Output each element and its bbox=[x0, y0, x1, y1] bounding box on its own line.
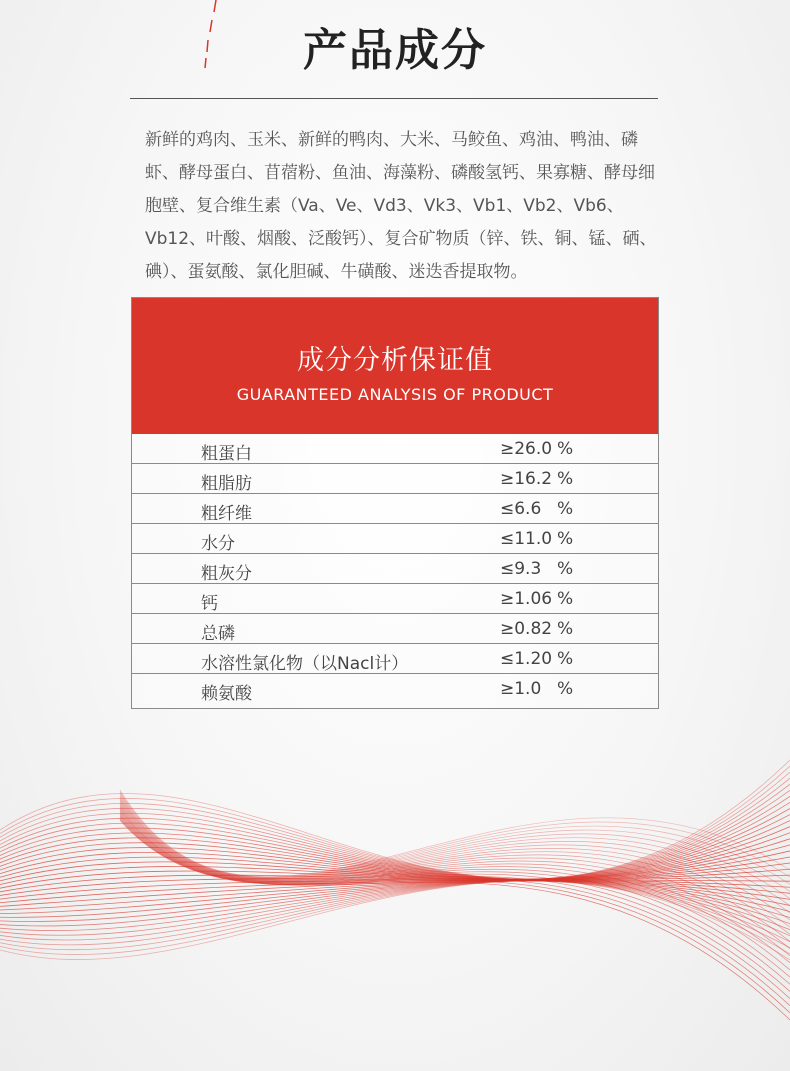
row-name: 钙 bbox=[201, 594, 218, 614]
row-name: 赖氨酸 bbox=[201, 684, 252, 704]
table-row bbox=[132, 464, 658, 494]
analysis-table bbox=[131, 297, 659, 709]
table-row bbox=[132, 434, 658, 464]
row-unit: % bbox=[557, 499, 574, 519]
row-unit: % bbox=[557, 619, 574, 639]
row-value: ≥1.06 bbox=[500, 589, 553, 609]
row-name: 粗蛋白 bbox=[201, 444, 252, 464]
row-name: 粗纤维 bbox=[201, 504, 252, 524]
row-unit: % bbox=[557, 679, 574, 699]
page-title: 产品成分 bbox=[303, 25, 487, 76]
row-unit: % bbox=[557, 589, 574, 609]
row-value: ≤6.6 bbox=[500, 499, 542, 519]
table-row bbox=[132, 644, 658, 674]
row-unit: % bbox=[557, 529, 574, 549]
table-row bbox=[132, 584, 658, 614]
row-name: 粗灰分 bbox=[201, 564, 252, 584]
row-name: 总磷 bbox=[201, 624, 235, 644]
table-row bbox=[132, 494, 658, 524]
row-value: ≤1.20 bbox=[500, 649, 553, 669]
decorative-wave-lines bbox=[0, 720, 790, 1071]
analysis-header bbox=[132, 298, 658, 434]
analysis-title-en: GUARANTEED ANALYSIS OF PRODUCT bbox=[236, 385, 554, 404]
row-unit: % bbox=[557, 439, 574, 459]
ingredients-text: 新鲜的鸡肉、玉米、新鲜的鸭肉、大米、马鲛鱼、鸡油、鸭油、磷虾、酵母蛋白、苜蓿粉、鱼油、海藻粉、磷酸氢钙、果寡糖、酵母细胞壁、复合维生素（Va、Ve、Vd3、Vk3、Vb1、Vb2、Vb6、Vb12、叶酸、烟酸、泛酸钙）、复合矿物质（锌、铁、铜、锰、硒、碘）、蛋氨酸、氯化胆碱、牛磺酸、迷迭香提取物。 bbox=[145, 130, 657, 282]
row-value: ≥26.0 bbox=[500, 439, 553, 459]
row-value: ≥16.2 bbox=[500, 469, 553, 489]
table-row bbox=[132, 674, 658, 703]
row-unit: % bbox=[557, 649, 574, 669]
row-unit: % bbox=[557, 469, 574, 489]
row-name: 粗脂肪 bbox=[201, 474, 252, 494]
table-row bbox=[132, 554, 658, 584]
row-name: 水溶性氯化物（以Nacl计） bbox=[201, 654, 409, 674]
row-value: ≥1.0 bbox=[500, 679, 542, 699]
table-row bbox=[132, 524, 658, 554]
title-divider bbox=[130, 98, 658, 99]
row-name: 水分 bbox=[201, 534, 235, 554]
analysis-title-cn: 成分分析保证值 bbox=[297, 345, 493, 376]
row-unit: % bbox=[557, 559, 574, 579]
row-value: ≤9.3 bbox=[500, 559, 542, 579]
row-value: ≥0.82 bbox=[500, 619, 553, 639]
row-value: ≤11.0 bbox=[500, 529, 553, 549]
table-row bbox=[132, 614, 658, 644]
